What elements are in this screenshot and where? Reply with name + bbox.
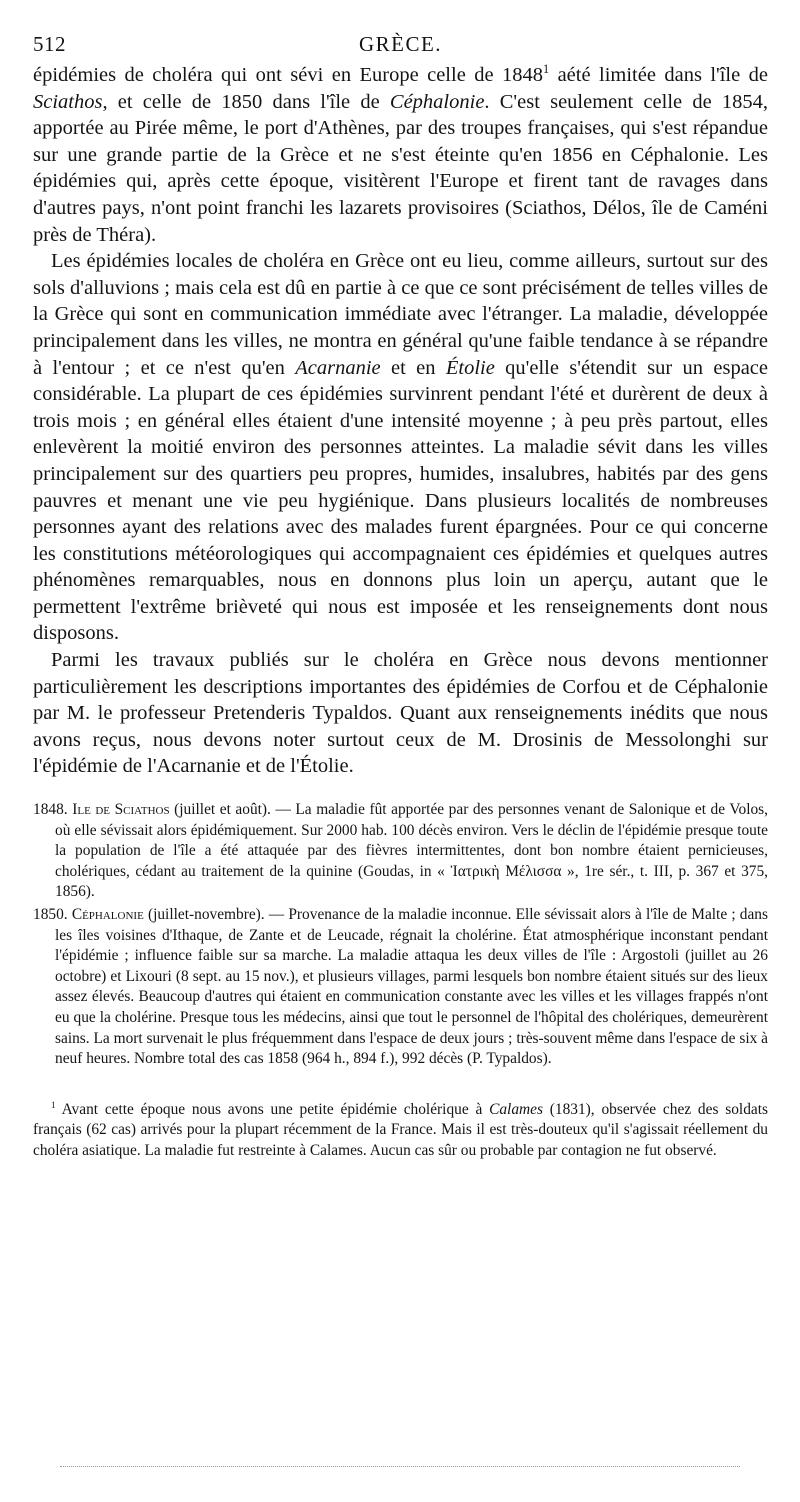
main-text — [33, 62, 768, 780]
note-1848: 1848. Ile de Sciathos (juillet et août). — La maladie fût apportée par des personnes venant de Salonique et de Volos, où elle sévissait alors épidémiquement. Sur 2000 hab. 100 décès environ. Vers le déclin de l'épidémie presque toute la population de l'île a été attaquée par des fièvres intermittentes, dont bon nombre étaient pernicieuses, cholériques, cédant au traitement de la quinine (Goudas, in « Ἰατρικὴ Μέλισσα », 1re sér., t. III, p. 367 et 375, 1856). — [33, 801, 768, 901]
page-number: 512 — [33, 32, 66, 56]
epidemic-notes — [33, 800, 768, 1070]
page — [33, 22, 768, 1162]
page-header — [33, 22, 768, 62]
paragraph-1: épidémies de choléra qui ont sévi en Europe celle de 1848$^1$ aété limitée dans l'île de Sciathos, et celle de 1850 dans l'île de Céphalonie. C'est seulement celle de 1854, apportée au Pirée même, le port d'Athènes, par des troupes françaises, qui s'est répandue sur une grande partie de la Grèce et ne s'est éteinte qu'en 1856 en Céphalonie. Les épidémies qui, après cette époque, visitèrent l'Europe et firent tant de ravages dans d'autres pays, n'ont point franchi les lazarets provisoires (Sciathos, Délos, île de Caméni près de Théra). — [33, 62, 768, 246]
paragraph-2: Les épidémies locales de choléra en Grèce ont eu lieu, comme ailleurs, surtout sur des sols d'alluvions ; mais cela est dû en partie à ce que ce sont précisément de telles villes de la Grèce qui sont en communication immédiate avec l'étranger. La maladie, développée principalement dans les villes, ne montra en général qu'une faible tendance à se répandre à l'entour ; et ce n'est qu'en Acarnanie et en Étolie qu'elle s'étendit sur un espace considérable. La plupart de ces épidémies survinrent pendant l'été et durèrent de deux à trois mois ; en général elles étaient d'une intensité moyenne ; à peu près partout, elles enlevèrent la moitié environ des personnes atteintes. La maladie sévit dans les villes principalement sur des quartiers peu propres, humides, insalubres, habités par des gens pauvres et menant une vie peu hygiénique. Dans plusieurs localités de nombreuses personnes ayant des relations avec des malades furent épargnées. Pour ce qui concerne les constitutions météorologiques qui accompagnaient ces épidémies et quelques autres phénomènes remarquables, nous en donnons plus loin un aperçu, autant que le permettent l'extrême brièveté qui nous est imposée et les renseignements dont nous disposons. — [33, 250, 768, 645]
footnote-marker: 1 — [51, 1099, 56, 1110]
footnote-ref: 1 — [543, 62, 550, 77]
note-1850: 1850. Céphalonie (juillet-novembre). — Provenance de la maladie inconnue. Elle sévissait alors à l'île de Malte ; dans les îles voisines d'Ithaque, de Zante et de Leucade, régnait la cholérine. État atmosphérique inconstant pendant l'épidémie ; influence faible sur sa marche. La maladie attaqua les deux villes de l'île : Argostoli (juillet au 26 octobre) et Lixouri (8 sept. au 15 nov.), et plusieurs villages, parmi lesquels bon nombre étaient situés sur des lieux assez élevés. Beaucoup d'autres qui étaient en communication constante avec les villes et les villages frappés n'ont eu que la cholérine. Presque tous les médecins, ainsi que tout le personnel de l'hôpital des cholériques, demeurèrent sains. La mort survenait le plus fréquemment dans l'espace de deux jours ; très-souvent même dans l'espace de six à neuf heures. Nombre total des cas 1858 (964 h., 894 f.), 992 décès (P. Typaldos). — [33, 906, 768, 1068]
running-title: GRÈCE. — [358, 32, 443, 56]
scan-artifact-line — [60, 1466, 740, 1468]
footnote: $^1$ Avant cette époque nous avons une petite épidémie cholérique à Calames (1831), observée chez des soldats français (62 cas) arrivés pour la plupart récemment de la France. Mais il est très-douteux qu'il s'agissait réellement du choléra asiatique. La maladie fut restreinte à Calames. Aucun cas sûr ou probable par contagion ne fut observé. — [33, 1099, 768, 1159]
paragraph-3: Parmi les travaux publiés sur le choléra en Grèce nous devons mentionner particulièrement les descriptions importantes des épidémies de Corfou et de Céphalonie par M. le professeur Pretenderis Typaldos. Quant aux renseignements inédits que nous avons reçus, nous devons noter surtout ceux de M. Drosinis de Messolonghi sur l'épidémie de l'Acarnanie et de l'Étolie. — [33, 649, 768, 778]
